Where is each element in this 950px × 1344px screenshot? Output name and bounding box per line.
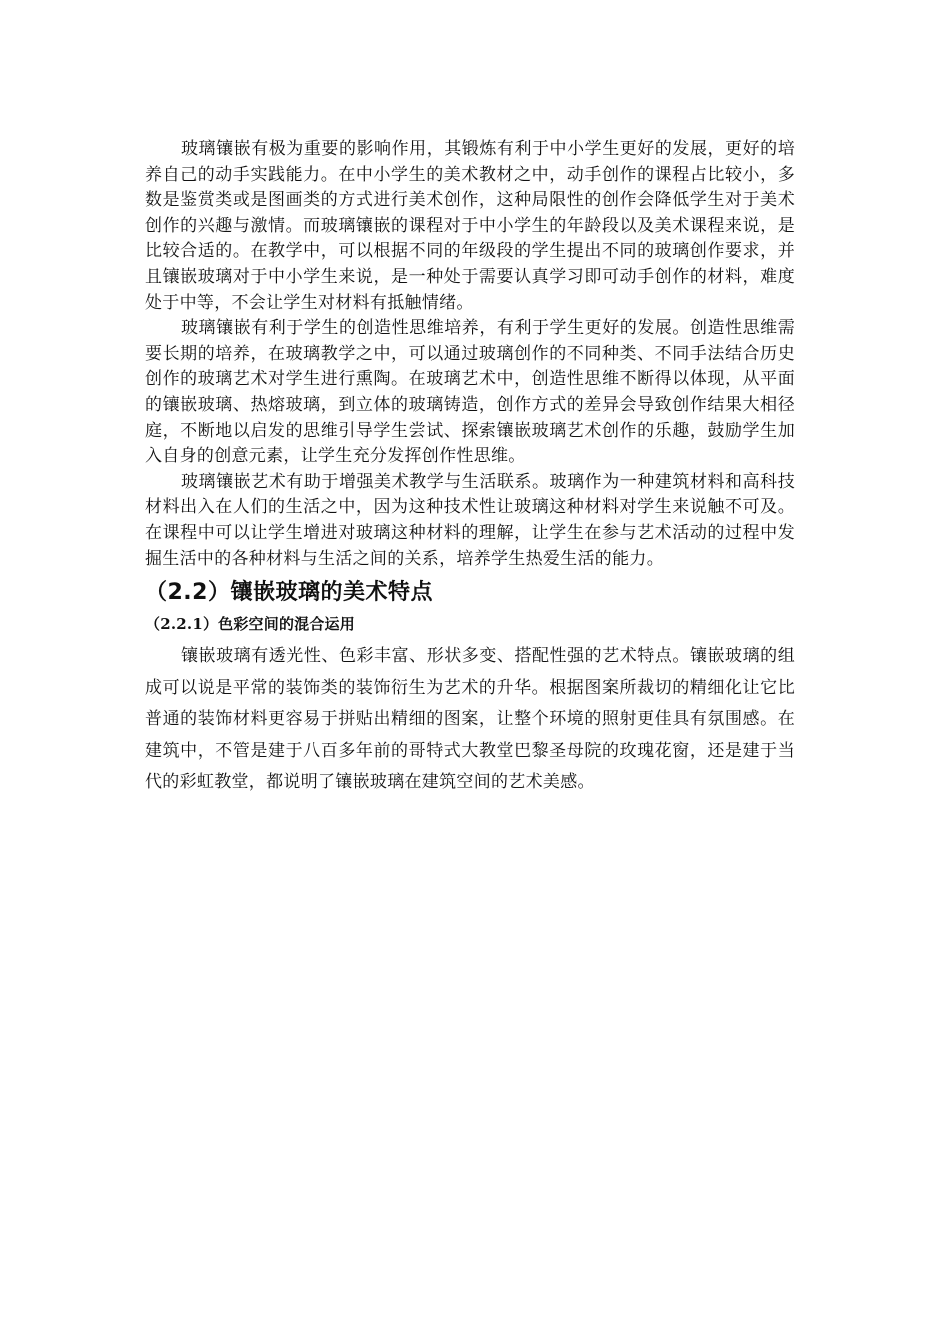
subsection-heading: （2.2.1）色彩空间的混合运用: [145, 615, 355, 634]
paragraph: 玻璃镶嵌有利于学生的创造性思维培养，有利于学生更好的发展。创造性思维需要长期的培养，在玻璃教学之中，可以通过玻璃创作的不同种类、不同手法结合历史创作的玻璃艺术对学生进行熏陶。在玻璃艺术中，创造性思维不断得以体现，从平面的镶嵌玻璃、热熔玻璃，到立体的玻璃铸造，创作方式的差异会导致创作结果大相径庭，不断地以启发的思维引导学生尝试、探索镶嵌玻璃艺术创作的乐趣，鼓励学生加入自身的创意元素，让学生充分发挥创作性思维。: [145, 318, 795, 467]
paragraph: 玻璃镶嵌有极为重要的影响作用，其锻炼有利于中小学生更好的发展，更好的培养自己的动手实践能力。在中小学生的美术教材之中，动手创作的课程占比较小，多数是鉴赏类或是图画类的方式进行美术创作，这种局限性的创作会降低学生对于美术创作的兴趣与激情。而玻璃镶嵌的课程对于中小学生的年龄段以及美术课程来说，是比较合适的。在教学中，可以根据不同的年级段的学生提出不同的玻璃创作要求，并且镶嵌玻璃对于中小学生来说，是一种处于需要认真学习即可动手创作的材料，难度处于中等，不会让学生对材料有抵触情绪。: [145, 139, 795, 313]
paragraph: 镶嵌玻璃有透光性、色彩丰富、形状多变、搭配性强的艺术特点。镶嵌玻璃的组成可以说是平常的装饰类的装饰衍生为艺术的升华。根据图案所裁切的精细化让它比普通的装饰材料更容易于拼贴出精细的图案，让整个环境的照射更佳具有氛围感。在建筑中，不管是建于八百多年前的哥特式大教堂巴黎圣母院的玫瑰花窗，还是建于当代的彩虹教堂，都说明了镶嵌玻璃在建筑空间的艺术美感。: [145, 646, 795, 793]
section-heading: （2.2）镶嵌玻璃的美术特点: [145, 580, 433, 606]
paragraph: 玻璃镶嵌艺术有助于增强美术教学与生活联系。玻璃作为一种建筑材料和高科技材料出入在人们的生活之中，因为这种技术性让玻璃这种材料对学生来说触不可及。在课程中可以让学生增进对玻璃这种材料的理解，让学生在参与艺术活动的过程中发掘生活中的各种材料与生活之间的关系，培养学生热爱生活的能力。: [145, 471, 795, 569]
document-body: [145, 137, 795, 799]
